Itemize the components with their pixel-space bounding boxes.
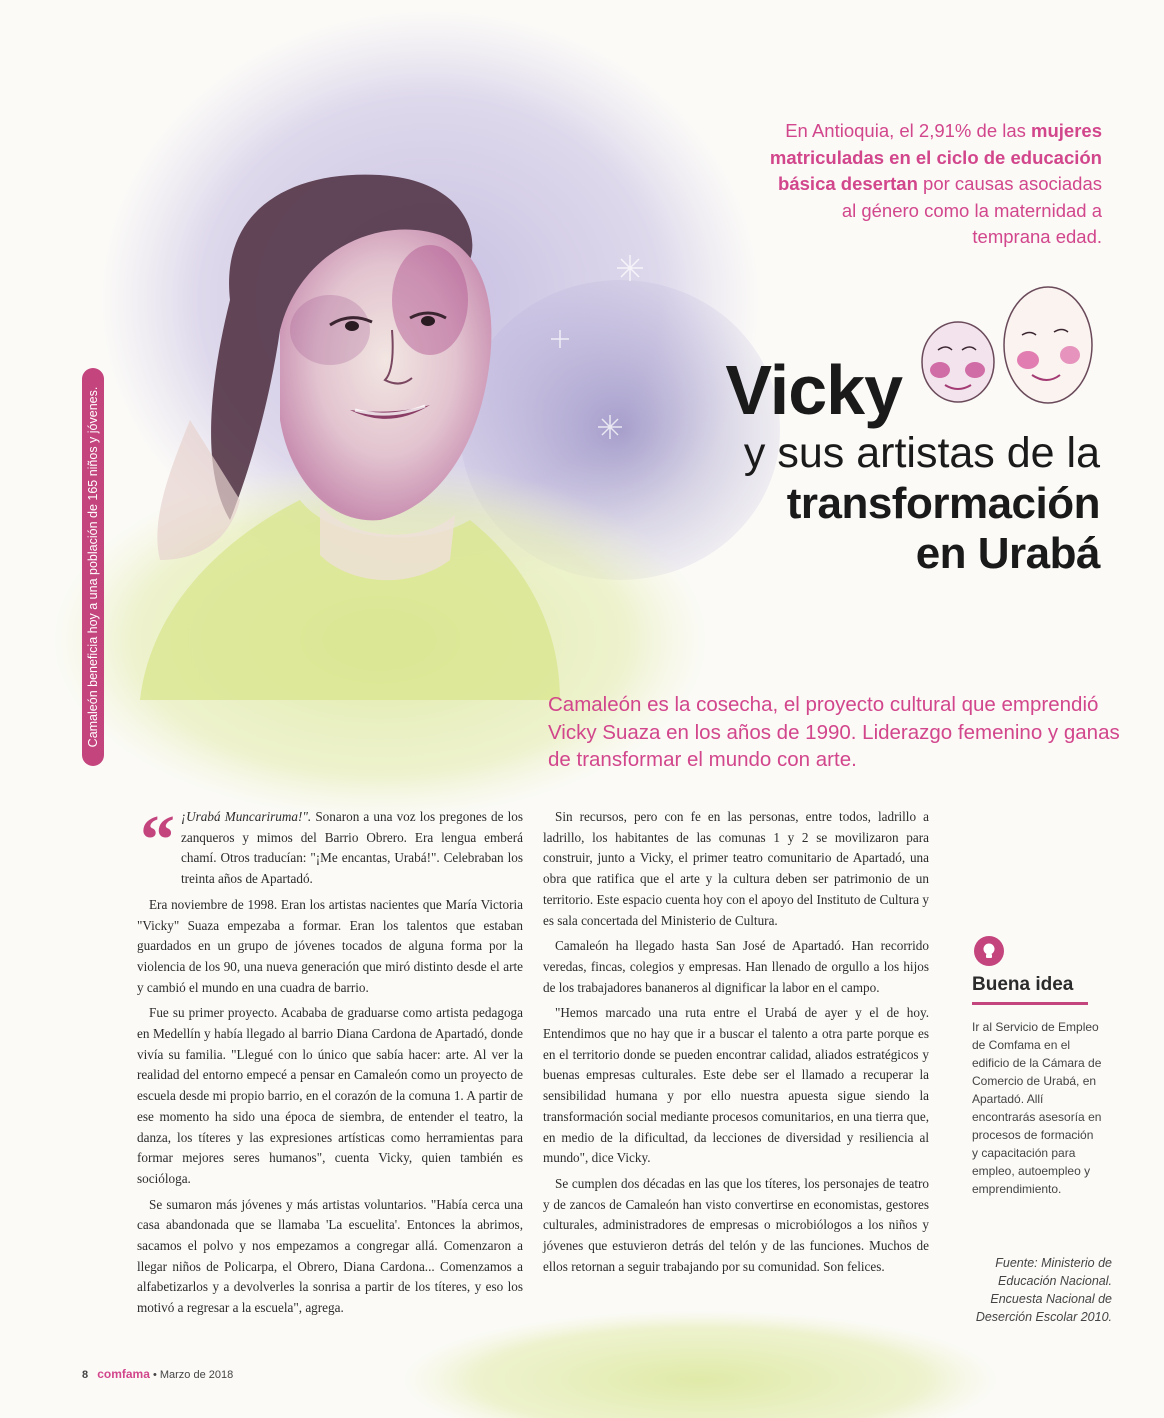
paragraph: Fue su primer proyecto. Acababa de graduarse como artista pedagoga en Medellín y había llegado al barrio Diana Cardona de Apartadó, donde vivía su familia. "Llegué con lo único que sabía hacer: arte. Al ver la realidad del entorno empecé a pensar en Camaleón como un proyecto de escuela desde mi propio barrio, en el corazón de la comuna 1. A partir de ese momento ha sido una época de siembra, de entender el teatro, la danza, los títeres y las expresiones artísticas como herramientas para formar mejores seres humanos", cuenta Vicky, quien también es socióloga.: [137, 1005, 523, 1186]
headline-line-4: en Urabá: [915, 529, 1100, 578]
paragraph: "Hemos marcado una ruta entre el Urabá de ayer y el de hoy. Entendimos que no hay que ir a buscar el talento a otra parte porque es en el territorio donde se pueden encontrar calidad, aliados estratégicos y buenas empresas culturales. Este debe ser el llamado a recuperar la sensibilidad humana y por ello nuestra apuesta sigue siendo la transformación social mediante procesos comunitarios, en una tierra que, en medio de la dificultad, da lecciones de diversidad y resiliencia al mundo", dice Vicky.: [543, 1005, 929, 1166]
paragraph: Se sumaron más jóvenes y más artistas voluntarios. "Había cerca una casa abandonada que se llamaba 'La escuelita'. Entonces la abrimos, sacamos el polvo y nos empezamos a congregar allá. Comenzaron a llegar niños de Policarpa, el Obrero, Diana Cardona... Comenzamos a alfabetizarlos y a devolverles la sonrisa a partir de los títeres, y eso los motivó a regresar a la escuela", agrega.: [137, 1196, 523, 1316]
page-number: 8: [82, 1369, 89, 1381]
source-note: Fuente: Ministerio de Educación Nacional. Encuesta Nacional de Deserción Escolar 2010.: [975, 1256, 1112, 1324]
brand-logo: comfama: [97, 1367, 150, 1381]
stat-callout: En Antioquia, el 2,91% de las mujeres matriculadas en el ciclo de educación básica desertan por causas asociadas al género como la maternidad a temprana edad.: [769, 120, 1102, 247]
buena-idea-title: Buena idea: [972, 974, 1088, 1005]
paragraph: Era noviembre de 1998. Eran los artistas nacientes que María Victoria "Vicky" Suaza empezaba a formar. Eran los talentos que estaban guardados en un grupo de jóvenes tocados de alguna forma por la violencia de los 90, una nueva generación que miró distinto desde el arte y cambió el mundo en una cuadra de barrio.: [137, 896, 523, 995]
headline-line-2: y sus artistas de la: [743, 429, 1100, 477]
headline-line-3: transformación: [786, 479, 1100, 528]
lightbulb-icon: [974, 936, 1004, 966]
paragraph: Sin recursos, pero con fe en las personas, entre todos, ladrillo a ladrillo, los habitantes de las comunas 1 y 2 se movilizaron para construir, junto a Vicky, el primer teatro comunitario de Apartadó, una obra que ratifica que el arte y la cultura deben ser patrimonio de un territorio. Este espacio cuenta hoy con el apoyo del Instituto de Cultura y es sala concertada del Ministerio de Cultura.: [543, 809, 929, 928]
paragraph: Se cumplen dos décadas en las que los títeres, los personajes de teatro y de zancos de Camaleón han visto convertirse en economistas, gestores culturales, administradores de empresas o microbiólogos a los niños y jóvenes que estuvieron detrás del telón y de las funciones. Muchos de ellos retornan a seguir trabajando por su comunidad. Son felices.: [543, 1175, 929, 1274]
buena-idea-text: Ir al Servicio de Empleo de Comfama en el edificio de la Cámara de Comercio de Urabá, en Apartadó. Allí encontrarás asesoría en procesos de formación y capacitación para empleo, autoempleo y emprendimiento.: [972, 1020, 1102, 1196]
paragraph: Camaleón ha llegado hasta San José de Apartadó. Han recorrido veredas, fincas, colegios y empresas. Han llenado de orgullo a los hijos de los trabajadores bananeros al dignificar la labor en el campo.: [543, 938, 929, 995]
article-lead: Camaleón es la cosecha, el proyecto cultural que emprendió Vicky Suaza en los años de 1990. Liderazgo femenino y ganas de transformar el mundo con arte.: [548, 693, 1120, 771]
article-column-1: [137, 802, 523, 1324]
article-column-2: [543, 807, 929, 1282]
paragraph: ¡Urabá Muncariruma!". Sonaron a una voz los pregones de los zanqueros y mimos del Barrio Obrero. Era lengua emberá chamí. Otros traducían: "¡Me encantas, Urabá!". Celebraban los treinta años de Apartadó.: [181, 809, 523, 887]
issue-date: • Marzo de 2018: [152, 1369, 234, 1381]
headline-line-1: Vicky: [725, 351, 902, 429]
opening-quote-mark: “: [140, 802, 175, 879]
side-caption: Camaleón beneficia hoy a una población de 165 niños y jóvenes.: [82, 368, 104, 766]
buena-idea-box: [972, 936, 1102, 1198]
article-headline: [620, 348, 1100, 578]
page-footer: [82, 1367, 233, 1381]
